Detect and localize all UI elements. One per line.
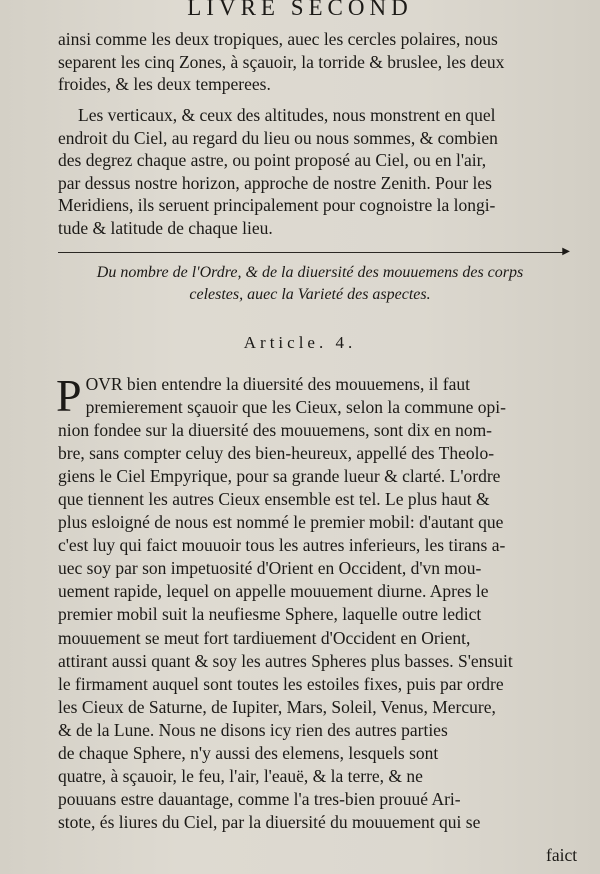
section-title-line: celestes, auec la Varieté des aspectes.	[189, 286, 431, 303]
text-line: plus esloigné de nous est nommé le premier mobil: d'autant que	[58, 512, 504, 533]
text-line: uec soy par son impetuosité d'Orient en Occident, d'vn mou-	[58, 558, 482, 579]
text-line: que tiennent les autres Cieux ensemble est tel. Le plus haut &	[58, 489, 490, 510]
text-line: par dessus nostre horizon, approche de nostre Zenith. Pour les	[58, 172, 492, 193]
text-line: mouuement se meut fort tardiuement d'Occident en Orient,	[58, 627, 471, 648]
section-title	[60, 262, 560, 306]
paragraph-1	[58, 28, 504, 96]
text-line: des degrez chaque astre, ou point proposé au Ciel, ou en l'air,	[58, 150, 487, 171]
text-line: uement rapide, lequel on appelle mouuement diurne. Apres le	[58, 581, 489, 602]
section-divider	[58, 246, 570, 257]
text-line: separent les cinq Zones, à sçauoir, la torride & bruslee, les deux	[58, 51, 505, 72]
text-line: tude & latitude de chaque lieu.	[58, 217, 273, 238]
text-line: c'est luy qui faict mouuoir tous les autres inferieurs, les tirans a-	[58, 535, 506, 556]
text-line: les Cieux de Saturne, de Iupiter, Mars, Soleil, Venus, Mercure,	[58, 696, 496, 717]
text-line: attirant aussi quant & soy les autres Spheres plus basses. S'ensuit	[58, 650, 513, 671]
text-line: de chaque Sphere, n'y aussi des elemens, lesquels sont	[58, 742, 439, 763]
drop-cap: P	[56, 370, 82, 421]
divider-arrow-icon: ▶	[562, 246, 570, 257]
text-line: OVR bien entendre la diuersité des mouuemens, il faut	[85, 374, 471, 394]
text-line: & de la Lune. Nous ne disons icy rien des autres parties	[58, 719, 448, 740]
text-line: nion fondee sur la diuersité des mouuemens, sont dix en nom-	[58, 420, 493, 441]
text-line: premier mobil suit la neufiesme Sphere, laquelle outre ledict	[58, 604, 482, 625]
text-line: pouuans estre dauantage, comme l'a tres-bien prouué Ari-	[58, 788, 461, 809]
text-line: giens le Ciel Empyrique, pour sa grande lueur & clarté. L'ordre	[58, 466, 501, 487]
running-head: LIVRE SECOND	[187, 0, 413, 20]
text-line: quatre, à sçauoir, le feu, l'air, l'eauë, & la terre, & ne	[58, 765, 423, 786]
text-line: bre, sans compter celuy des bien-heureux, appellé des Theolo-	[58, 443, 495, 464]
paragraph-3	[56, 370, 513, 834]
section-title-line: Du nombre de l'Ordre, & de la diuersité des mouuemens des corps	[96, 264, 524, 281]
text-line: premierement sçauoir que les Cieux, selon la commune opi-	[85, 397, 506, 418]
text-line: froides, & les deux temperees.	[58, 74, 271, 95]
article-heading: Article. 4.	[243, 333, 357, 352]
text-line: ainsi comme les deux tropiques, auec les cercles polaires, nous	[58, 29, 498, 49]
text-line: Meridiens, ils seruent principalement pour cognoistre la longi-	[58, 195, 496, 216]
catchword: faict	[546, 845, 578, 865]
text-line: Les verticaux, & ceux des altitudes, nous monstrent en quel	[78, 105, 496, 125]
text-line: stote, és liures du Ciel, par la diuersité du mouuement qui se	[58, 811, 481, 832]
paragraph-2	[58, 104, 498, 240]
text-line: endroit du Ciel, au regard du lieu ou nous sommes, & combien	[58, 127, 498, 148]
text-line: le firmament auquel sont toutes les estoiles fixes, puis par ordre	[58, 673, 504, 694]
